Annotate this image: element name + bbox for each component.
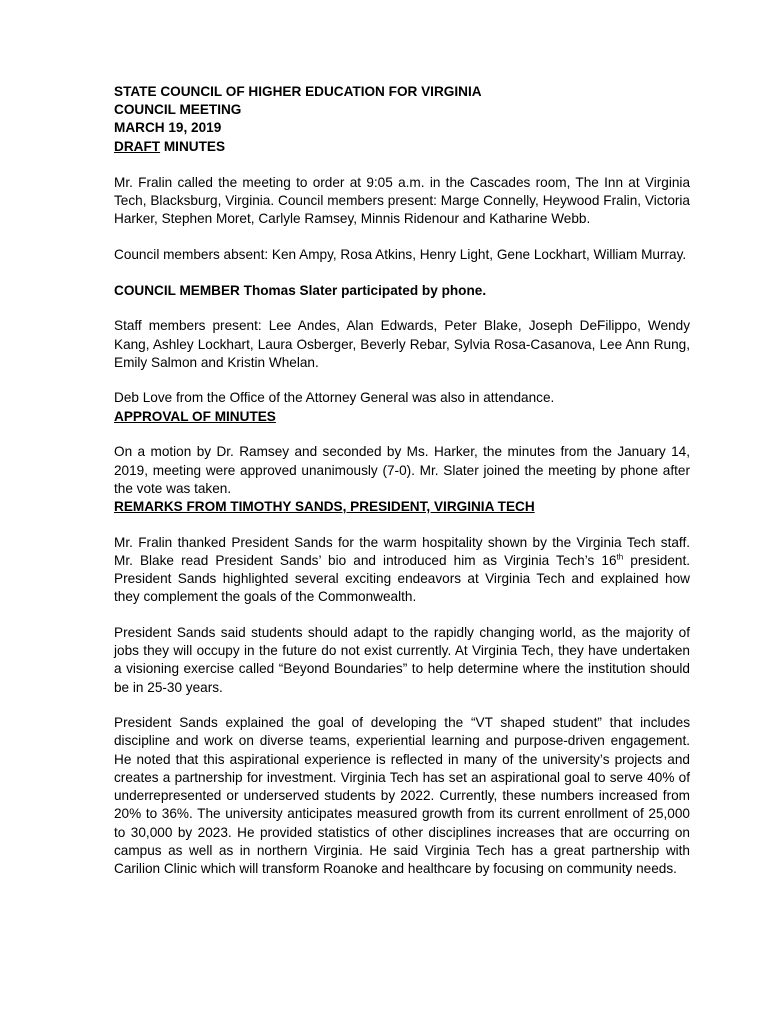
ordinal-superscript: th xyxy=(616,552,624,562)
remarks-p1-text: Mr. Fralin thanked President Sands for the warm hospitality shown by the Virginia Tech staff. Mr. Blake read President Sands’ bio and introduced him as Virginia Tech’s 16 xyxy=(114,534,690,568)
approval-heading: APPROVAL OF MINUTES xyxy=(114,408,276,424)
members-absent-paragraph: Council members absent: Ken Ampy, Rosa Atkins, Henry Light, Gene Lockhart, William Murray. xyxy=(114,246,687,262)
approval-paragraph: On a motion by Dr. Ramsey and seconded by Ms. Harker, the minutes from the January 14, 2019, meeting were approved unanimously (7-0). Mr. Slater joined the meeting by phone after the vote was taken. xyxy=(114,444,690,496)
document-header xyxy=(114,83,690,156)
org-title: STATE COUNCIL OF HIGHER EDUCATION FOR VIRGINIA xyxy=(114,84,482,99)
call-to-order-paragraph: Mr. Fralin called the meeting to order at 9:05 a.m. in the Cascades room, The Inn at Virginia Tech, Blacksburg, Virginia. Council members present: Marge Connelly, Heywood Fralin, Victoria Harker, Stephen Moret, Carlyle Ramsey, Minnis Ridenour and Katharine Webb. xyxy=(114,174,690,227)
meeting-date: MARCH 19, 2019 xyxy=(114,120,222,136)
remarks-paragraph-1 xyxy=(114,534,690,607)
remarks-paragraph-3: President Sands explained the goal of developing the “VT shaped student” that includes discipline and work on diverse teams, experiential learning and purpose-driven engagement. He noted that this aspirational experience is reflected in many of the university’s projects and creates a partnership for investment. Virginia Tech has set an aspirational goal to serve 40% of underrepresented or underserved students by 2022. Currently, these numbers increased from 20% to 36%. The university anticipates measured growth from its current enrollment of 25,000 to 30,000 by 2023. He provided statistics of other disciplines increases that are occurring on campus as well as in northern Virginia. He said Virginia Tech has a great partnership with Carilion Clinic which will transform Roanoke and healthcare by focusing on community needs. xyxy=(114,715,690,876)
staff-present-paragraph: Staff members present: Lee Andes, Alan Edwards, Peter Blake, Joseph DeFilippo, Wendy Kang, Ashley Lockhart, Laura Osberger, Beverly Rebar, Sylvia Rosa-Casanova, Lee Ann Rung, Emily Salmon and Kristin Whelan. xyxy=(114,318,690,370)
minutes-status xyxy=(114,138,690,156)
phone-participation-note: COUNCIL MEMBER Thomas Slater participated by phone. xyxy=(114,282,487,298)
attorney-attendance-paragraph: Deb Love from the Office of the Attorney General was also in attendance. xyxy=(114,390,555,406)
document-page xyxy=(114,83,690,878)
minutes-label: MINUTES xyxy=(160,138,226,154)
remarks-paragraph-2: President Sands said students should adapt to the rapidly changing world, as the majority of jobs they will occupy in the future do not exist currently. At Virginia Tech, they have undertaken a visioning exercise called “Beyond Boundaries” to help determine where the institution should be in 25-30 years. xyxy=(114,624,690,695)
remarks-heading: REMARKS FROM TIMOTHY SANDS, PRESIDENT, VIRGINIA TECH xyxy=(114,498,535,514)
remarks-p1-text-cont: president. President Sands highlighted several exciting endeavors at Virginia Tech and explained how they complement the goals of the Commonwealth. xyxy=(114,552,690,605)
draft-label: DRAFT xyxy=(114,138,161,154)
meeting-title: COUNCIL MEETING xyxy=(114,102,242,118)
